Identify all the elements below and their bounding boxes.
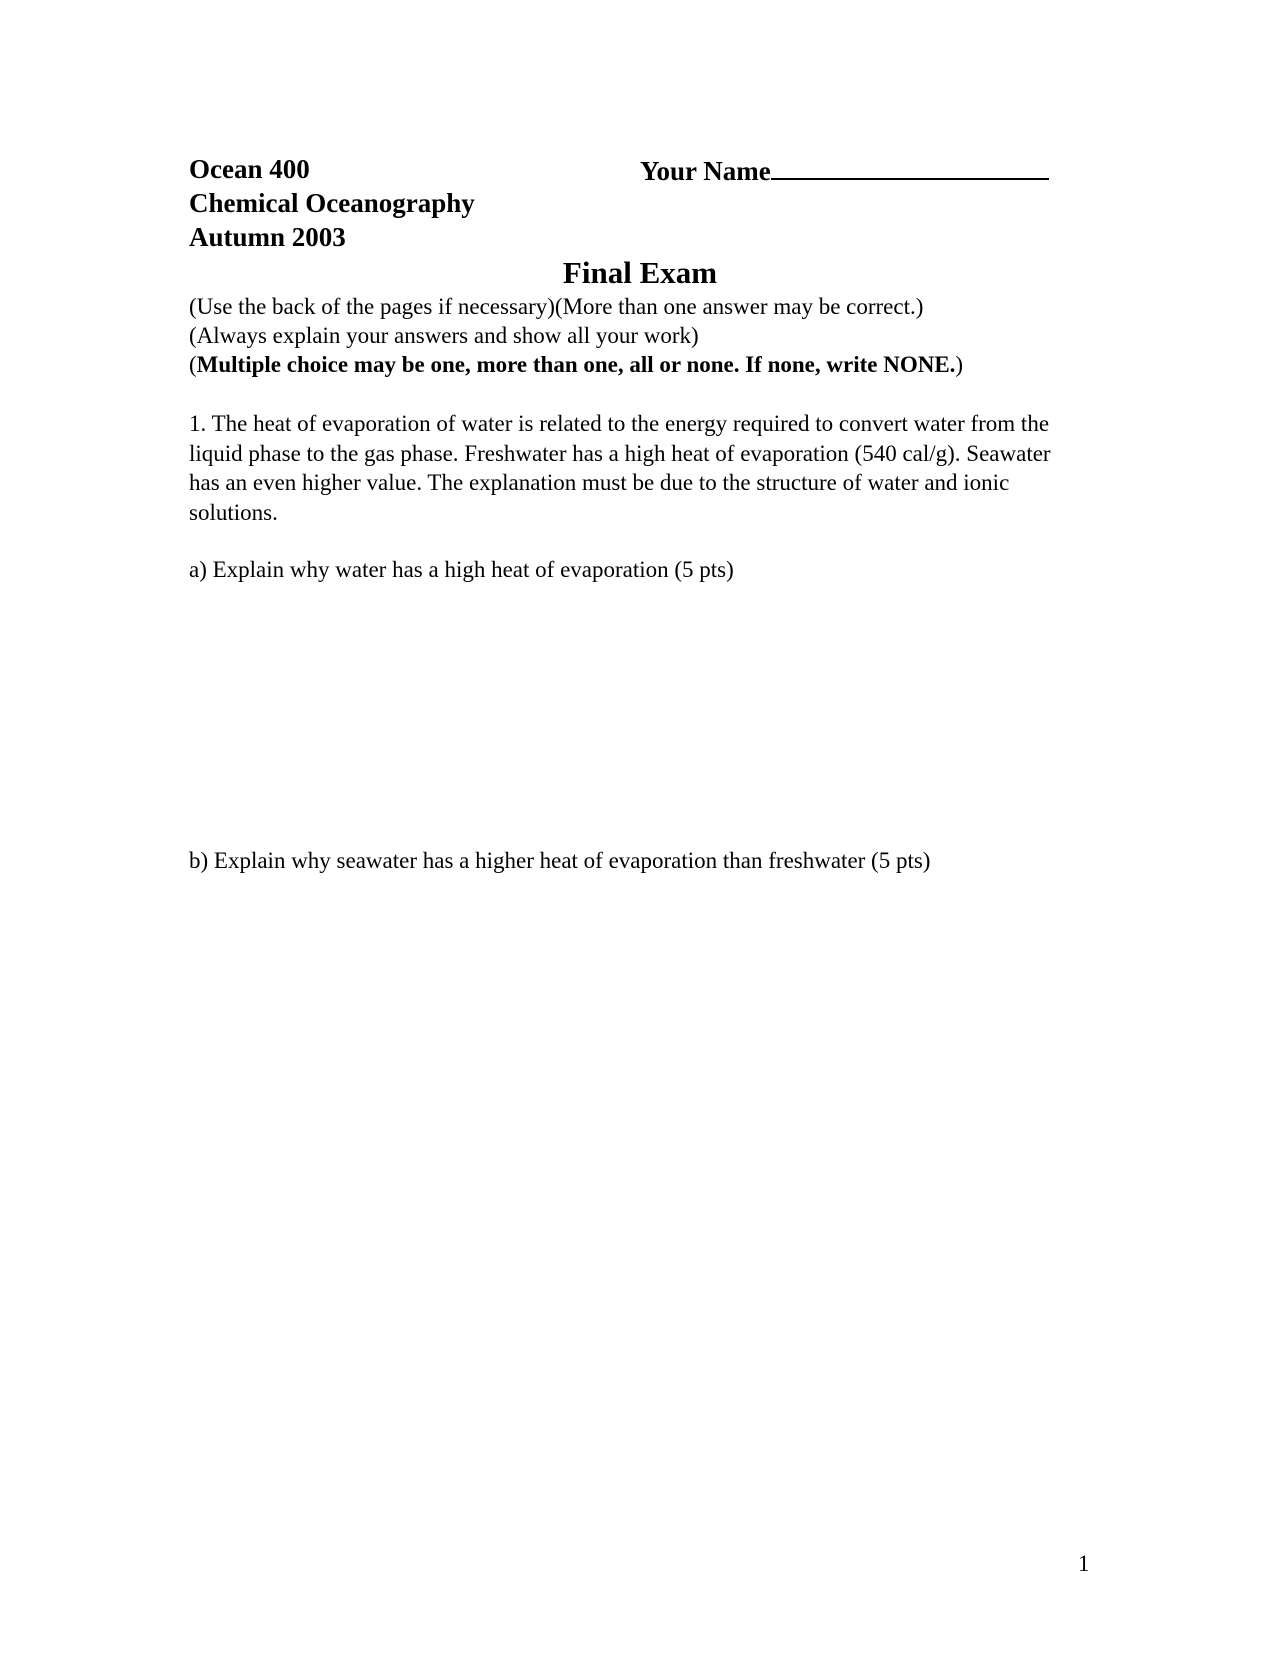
instruction-bold-text: Multiple choice may be one, more than one, all or none. If none, write NONE. [196,352,956,377]
name-field [640,152,1049,188]
term: Autumn 2003 [189,222,346,252]
question-1b: b) Explain why seawater has a higher heat of evaporation than freshwater (5 pts) [189,848,931,873]
page-number: 1 [1078,1551,1090,1576]
question-1a: a) Explain why water has a high heat of evaporation (5 pts) [189,557,734,582]
name-label: Your Name [640,156,771,186]
instruction-line-3 [189,350,963,379]
question-1-text: 1. The heat of evaporation of water is related to the energy required to convert water from the liquid phase to the gas phase. Freshwater has a high heat of evaporation (540 cal/g). Seawater has an even higher value. The explanation must be due to the structure of water and ionic solutions. [189,411,1051,525]
course-number: Ocean 400 [189,154,310,184]
name-blank-line [771,152,1049,180]
course-title: Chemical Oceanography [189,188,475,218]
instruction-open-paren: ( [189,352,197,377]
instruction-line-2: (Always explain your answers and show all your work) [189,323,699,348]
exam-title: Final Exam [562,255,718,290]
instruction-line-1: (Use the back of the pages if necessary)(More than one answer may be correct.) [189,294,924,319]
instruction-close-paren: ) [955,352,964,377]
